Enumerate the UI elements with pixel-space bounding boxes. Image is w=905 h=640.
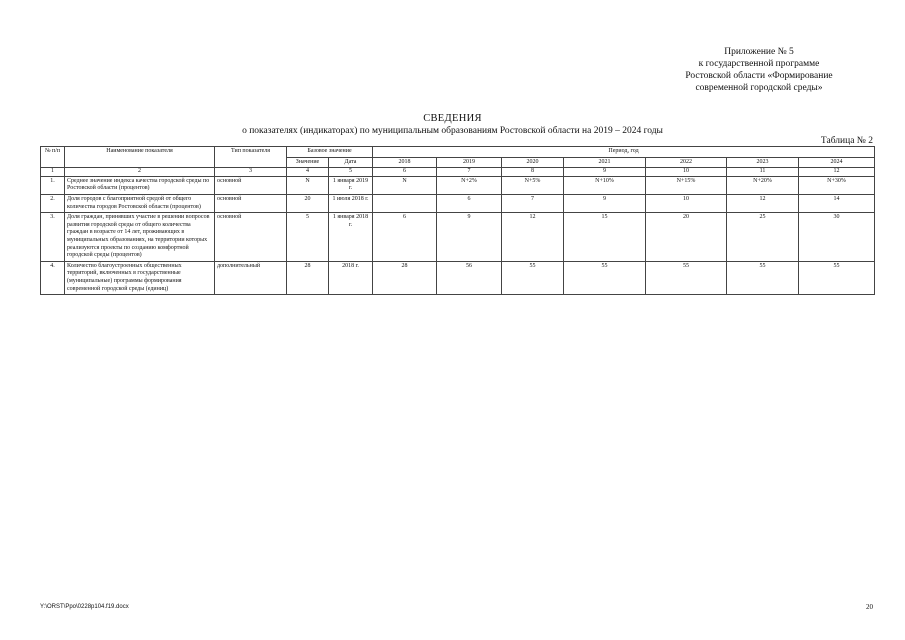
row-number: 3. [41,213,65,262]
year-value: 6 [437,194,502,212]
table-row [41,213,875,262]
row-number: 2. [41,194,65,212]
indicator-name: Количество благоустроенных общественных территорий, включенных в государственные (муниципальные) программы формирования современной городской среды (единиц) [65,261,215,294]
column-number: 2 [65,168,215,177]
year-value: 55 [646,261,727,294]
year-value: N+30% [799,176,875,194]
appendix-line: современной городской среды» [695,83,823,93]
column-number: 5 [329,168,373,177]
footer-file-path: Y:\ORST\Ppo\0228p104.f19.docx [40,604,129,610]
year-value [373,194,437,212]
year-value: N+15% [646,176,727,194]
base-value: 28 [287,261,329,294]
header-type: Тип показателя [215,147,287,168]
year-value: 55 [799,261,875,294]
appendix-heading [649,46,869,94]
year-value: 56 [437,261,502,294]
base-value: 5 [287,213,329,262]
header-year: 2024 [799,157,875,168]
year-value: 55 [727,261,799,294]
table-label: Таблица № 2 [820,136,873,146]
year-value: N+10% [564,176,646,194]
document-title: СВЕДЕНИЯ [423,113,482,124]
year-value: 25 [727,213,799,262]
header-year: 2022 [646,157,727,168]
header-no: № п/п [41,147,65,168]
year-value: 30 [799,213,875,262]
column-number: 3 [215,168,287,177]
column-number-row [41,168,875,177]
year-value: 12 [727,194,799,212]
column-number: 6 [373,168,437,177]
column-number: 7 [437,168,502,177]
header-row [41,147,875,158]
column-number: 10 [646,168,727,177]
appendix-line: к государственной программе [698,59,820,69]
header-year: 2021 [564,157,646,168]
table-row [41,176,875,194]
column-number: 1 [41,168,65,177]
indicator-type: дополнительный [215,261,287,294]
year-value: 14 [799,194,875,212]
header-year: 2020 [502,157,564,168]
year-value: 6 [373,213,437,262]
year-value: N+5% [502,176,564,194]
year-value: N [373,176,437,194]
header-name: Наименование показателя [65,147,215,168]
base-value: N [287,176,329,194]
year-value: 20 [646,213,727,262]
header-year: 2018 [373,157,437,168]
year-value: N+2% [437,176,502,194]
base-date: 1 января 2019 г. [329,176,373,194]
row-number: 1. [41,176,65,194]
header-base: Базовое значение [287,147,373,158]
year-value: 10 [646,194,727,212]
indicator-type: основной [215,194,287,212]
year-value: 15 [564,213,646,262]
indicator-name: Доля граждан, принявших участие в решении вопросов развития городской среды от общего количества граждан в возрасте от 14 лет, проживающих в муниципальных образованиях, на территории которых реализуются проекты по созданию комфортной городской среды (процентов) [65,213,215,262]
row-number: 4. [41,261,65,294]
year-value: 28 [373,261,437,294]
document-subtitle: о показателях (индикаторах) по муниципальным образованиям Ростовской области на 2019 – 2024 годы [242,126,663,136]
appendix-line: Приложение № 5 [724,47,794,57]
base-date: 1 июля 2018 г. [329,194,373,212]
column-number: 4 [287,168,329,177]
year-value: N+20% [727,176,799,194]
base-value: 20 [287,194,329,212]
header-year: 2023 [727,157,799,168]
base-date: 2018 г. [329,261,373,294]
header-year: 2019 [437,157,502,168]
year-value: 12 [502,213,564,262]
year-value: 7 [502,194,564,212]
indicators-table [40,146,875,295]
title-block [0,113,905,137]
year-value: 9 [564,194,646,212]
header-period: Период, год [373,147,875,158]
column-number: 9 [564,168,646,177]
indicator-type: основной [215,213,287,262]
table-row [41,261,875,294]
year-value: 55 [564,261,646,294]
column-number: 11 [727,168,799,177]
page-number: 20 [866,603,873,611]
appendix-line: Ростовской области «Формирование [685,71,833,81]
year-value: 9 [437,213,502,262]
header-base-value: Значение [287,157,329,168]
column-number: 12 [799,168,875,177]
indicator-name: Доля городов с благоприятной средой от общего количества городов Ростовской области (процентов) [65,194,215,212]
indicator-name: Среднее значение индекса качества городской среды по Ростовской области (процентов) [65,176,215,194]
base-date: 1 января 2018 г. [329,213,373,262]
table-row [41,194,875,212]
indicator-type: основной [215,176,287,194]
column-number: 8 [502,168,564,177]
year-value: 55 [502,261,564,294]
header-base-date: Дата [329,157,373,168]
